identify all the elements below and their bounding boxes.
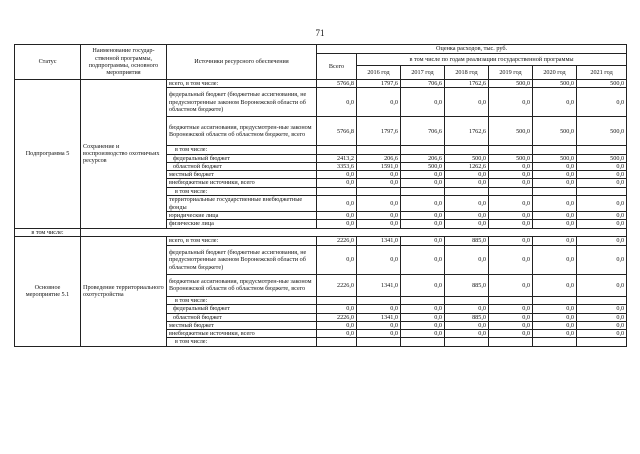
value-cell: 0,0 [317,171,357,179]
value-cell: 0,0 [445,305,489,313]
value-cell: 0,0 [489,313,533,321]
value-cell: 0,0 [577,274,627,296]
col-year-header: 2016 год [357,66,401,80]
source-cell: областной бюджет [167,313,317,321]
col-source-header: Источники ресурсного обеспечения [167,45,317,80]
value-cell: 0,0 [401,245,445,274]
value-cell: 0,0 [357,330,401,338]
value-cell: 0,0 [357,305,401,313]
value-cell: 0,0 [577,212,627,220]
value-cell: 500,0 [533,80,577,88]
source-cell: физические лица [167,220,317,228]
value-cell [401,187,445,195]
table-row [15,80,627,88]
value-cell: 0,0 [489,321,533,329]
source-cell: областной бюджет [167,162,317,170]
col-total-header: Всего [317,54,357,80]
value-cell: 0,0 [317,321,357,329]
value-cell: 1762,6 [445,80,489,88]
value-cell [401,296,445,304]
source-cell: всего, в том числе: [167,236,317,245]
value-cell: 0,0 [533,274,577,296]
value-cell: 0,0 [489,212,533,220]
value-cell: 0,0 [445,321,489,329]
value-cell: 500,0 [489,154,533,162]
value-cell: 885,0 [445,236,489,245]
value-cell: 0,0 [577,330,627,338]
separator-label: в том числе: [15,228,81,236]
value-cell [489,296,533,304]
value-cell: 0,0 [357,196,401,212]
value-cell: 0,0 [577,196,627,212]
value-cell: 0,0 [357,212,401,220]
value-cell [445,338,489,346]
value-cell: 0,0 [317,196,357,212]
value-cell: 500,0 [489,117,533,146]
value-cell: 0,0 [401,196,445,212]
value-cell: 0,0 [533,305,577,313]
col-estimate-header: Оценка расходов, тыс. руб. [317,45,627,54]
value-cell: 0,0 [577,88,627,117]
budget-table [14,44,627,347]
value-cell: 0,0 [445,220,489,228]
value-cell [357,296,401,304]
value-cell: 500,0 [445,154,489,162]
value-cell: 0,0 [401,236,445,245]
value-cell [533,338,577,346]
value-cell: 0,0 [445,179,489,187]
subprogram-name: Сохранение и воспроизводство охотничьих ресурсов [81,80,167,229]
value-cell: 0,0 [357,321,401,329]
value-cell [489,338,533,346]
value-cell [577,338,627,346]
value-cell: 2226,0 [317,313,357,321]
value-cell: 0,0 [533,196,577,212]
value-cell: 5766,8 [317,80,357,88]
value-cell: 0,0 [577,220,627,228]
activity-name: Проведение территориального охотустройства [81,236,167,346]
col-name-header: Наименование государ-ственной программы, подпрограммы, основного мероприятия [81,45,167,80]
source-cell: местный бюджет [167,321,317,329]
value-cell: 706,6 [401,117,445,146]
value-cell: 0,0 [445,245,489,274]
value-cell: 706,6 [401,80,445,88]
source-cell: бюджетные ассигнования, предусмотрен-ные законом Воронежской области об областном бюджете, всего [167,274,317,296]
col-year-header: 2017 год [401,66,445,80]
value-cell: 0,0 [489,274,533,296]
value-cell: 0,0 [401,313,445,321]
value-cell: 0,0 [445,196,489,212]
value-cell: 0,0 [577,321,627,329]
value-cell: 2226,0 [317,274,357,296]
value-cell: 1762,6 [445,117,489,146]
value-cell: 0,0 [533,330,577,338]
value-cell: 2413,2 [317,154,357,162]
value-cell [357,187,401,195]
value-cell [357,338,401,346]
value-cell: 500,0 [533,154,577,162]
value-cell: 0,0 [401,171,445,179]
value-cell: 0,0 [489,171,533,179]
value-cell: 0,0 [401,330,445,338]
value-cell: 0,0 [357,88,401,117]
col-status-header: Статус [15,45,81,80]
source-cell: федеральный бюджет [167,154,317,162]
value-cell: 0,0 [577,313,627,321]
value-cell: 500,0 [577,117,627,146]
table-row [15,236,627,245]
value-cell [357,146,401,154]
value-cell [317,338,357,346]
value-cell: 1341,0 [357,274,401,296]
page-number: 71 [315,28,325,38]
value-cell: 0,0 [577,162,627,170]
value-cell [317,296,357,304]
value-cell: 0,0 [357,220,401,228]
source-cell: в том числе: [167,187,317,195]
value-cell [401,338,445,346]
value-cell: 0,0 [401,274,445,296]
value-cell: 0,0 [533,88,577,117]
value-cell [445,296,489,304]
value-cell [489,187,533,195]
col-year-header: 2021 год [577,66,627,80]
value-cell: 0,0 [533,220,577,228]
value-cell: 0,0 [489,305,533,313]
separator-row [15,228,627,236]
value-cell: 0,0 [533,321,577,329]
value-cell: 500,0 [489,80,533,88]
value-cell: 0,0 [489,196,533,212]
source-cell: федеральный бюджет (бюджетные ассигнования, не предусмотренные законом Воронежской области об областном бюджете) [167,88,317,117]
value-cell: 2226,0 [317,236,357,245]
value-cell: 0,0 [445,212,489,220]
value-cell: 0,0 [401,88,445,117]
value-cell [401,146,445,154]
value-cell: 0,0 [489,236,533,245]
value-cell [533,187,577,195]
value-cell: 500,0 [533,117,577,146]
value-cell: 0,0 [533,171,577,179]
value-cell: 0,0 [489,330,533,338]
value-cell: 0,0 [577,179,627,187]
value-cell [317,187,357,195]
value-cell: 0,0 [489,162,533,170]
value-cell: 1797,6 [357,80,401,88]
source-cell: федеральный бюджет (бюджетные ассигнования, не предусмотренные законом Воронежской области об областном бюджете) [167,245,317,274]
value-cell: 0,0 [357,179,401,187]
value-cell [577,146,627,154]
value-cell: 0,0 [317,220,357,228]
value-cell: 1591,0 [357,162,401,170]
source-cell: всего, в том числе: [167,80,317,88]
value-cell: 0,0 [533,313,577,321]
value-cell [489,146,533,154]
source-cell: местный бюджет [167,171,317,179]
value-cell: 500,0 [401,162,445,170]
value-cell: 0,0 [317,305,357,313]
value-cell [445,146,489,154]
separator-fill [81,228,627,236]
value-cell: 0,0 [357,245,401,274]
col-year-header: 2019 год [489,66,533,80]
value-cell: 0,0 [401,321,445,329]
value-cell: 0,0 [401,179,445,187]
value-cell [577,187,627,195]
source-cell: внебюджетные источники, всего [167,179,317,187]
value-cell: 0,0 [401,305,445,313]
value-cell: 3353,6 [317,162,357,170]
value-cell: 0,0 [317,179,357,187]
source-cell: в том числе: [167,146,317,154]
value-cell: 5766,8 [317,117,357,146]
value-cell: 0,0 [533,162,577,170]
activity-status: Основное мероприятие 5.1 [15,236,81,346]
value-cell: 0,0 [577,171,627,179]
value-cell: 0,0 [445,88,489,117]
value-cell: 0,0 [489,220,533,228]
value-cell: 0,0 [577,245,627,274]
value-cell: 0,0 [489,245,533,274]
value-cell: 0,0 [489,88,533,117]
value-cell [533,146,577,154]
value-cell: 500,0 [577,154,627,162]
value-cell: 885,0 [445,313,489,321]
value-cell: 0,0 [533,236,577,245]
source-cell: юридические лица [167,212,317,220]
value-cell: 1262,6 [445,162,489,170]
value-cell: 0,0 [401,220,445,228]
value-cell [317,146,357,154]
source-cell: бюджетные ассигнования, предусмотрен-ные законом Воронежской области об областном бюджете, всего [167,117,317,146]
value-cell [533,296,577,304]
value-cell: 0,0 [445,171,489,179]
value-cell: 206,6 [401,154,445,162]
value-cell: 0,0 [533,179,577,187]
value-cell: 500,0 [577,80,627,88]
subprogram-status: Подпрограмма 5 [15,80,81,229]
value-cell: 0,0 [533,212,577,220]
value-cell: 206,6 [357,154,401,162]
value-cell: 0,0 [357,171,401,179]
value-cell [445,187,489,195]
value-cell: 1341,0 [357,313,401,321]
value-cell: 0,0 [445,330,489,338]
col-by-years-header: в том числе по годам реализации государственной программы [357,54,627,66]
value-cell: 0,0 [317,245,357,274]
value-cell: 885,0 [445,274,489,296]
value-cell: 0,0 [489,179,533,187]
source-cell: в том числе: [167,296,317,304]
value-cell: 0,0 [533,245,577,274]
value-cell: 0,0 [577,305,627,313]
value-cell: 0,0 [577,236,627,245]
source-cell: внебюджетные источники, всего [167,330,317,338]
col-year-header: 2020 год [533,66,577,80]
source-cell: федеральный бюджет [167,305,317,313]
source-cell: в том числе: [167,338,317,346]
value-cell: 0,0 [317,330,357,338]
source-cell: территориальные государственные внебюджетные фонды [167,196,317,212]
value-cell [577,296,627,304]
value-cell: 0,0 [317,212,357,220]
col-year-header: 2018 год [445,66,489,80]
value-cell: 1341,0 [357,236,401,245]
value-cell: 0,0 [317,88,357,117]
value-cell: 0,0 [401,212,445,220]
value-cell: 1797,6 [357,117,401,146]
